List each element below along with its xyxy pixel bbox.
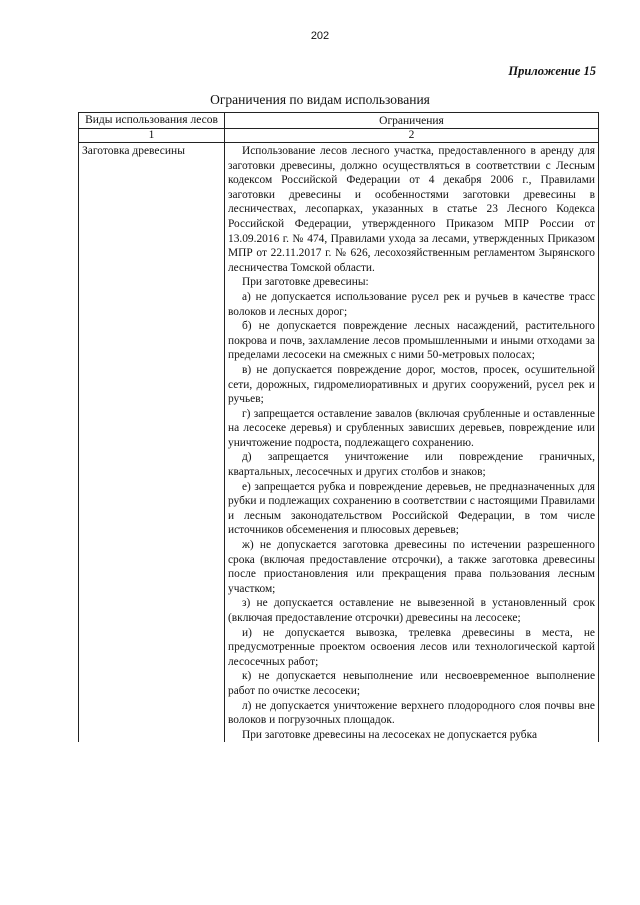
restriction-item: и) не допускается вывозка, трелевка древесины в места, не предусмотренные проектом освоения лесов или технологической картой лесосечных работ; [228, 626, 595, 668]
table-number-row [79, 129, 599, 143]
document-title: Ограничения по видам использования [210, 92, 430, 107]
restriction-item: в) не допускается повреждение дорог, мостов, просек, осушительной сети, дорожных, гидромелиоративных и других сооружений, русел рек и ручьев; [228, 363, 595, 406]
restrictions-cell [225, 143, 599, 743]
restriction-paragraph: При заготовке древесины на лесосеках не допускается рубка [242, 728, 537, 741]
column-number-1: 1 [79, 129, 225, 143]
table-row [79, 143, 599, 743]
restriction-item: д) запрещается уничтожение или повреждение граничных, квартальных, лесосечных и других столбов и знаков; [228, 451, 595, 479]
restriction-item: б) не допускается повреждение лесных насаждений, растительного покрова и почв, захламление лесов промышленными и иными отходами за пределами лесосеки на смежных с ними 50-метровых полосах; [228, 320, 595, 362]
restriction-item: ж) не допускается заготовка древесины по истечении разрешенного срока (включая предоставление отсрочки), а также заготовка древесины после приостановления или прекращения права пользования лесным участком; [228, 539, 595, 595]
restrictions-table [78, 112, 599, 742]
appendix-label: Приложение 15 [508, 64, 596, 78]
restriction-item: л) не допускается уничтожение верхнего плодородного слоя почвы вне волоков и погрузочных площадок. [228, 699, 595, 727]
restriction-paragraph: Использование лесов лесного участка, предоставленного в аренду для заготовки древесины, должно осуществляться в соответствии с Лесным кодексом Российской Федерации от 4 декабря 2006 г., Правилами заготовки древесины и особенностями заготовки древесины в лесничествах, лесопарках, указанных в статье 23 Лесного Кодекса Российской Федерации, утвержденного Приказом МПР России от 13.09.2016 г. № 474, Правилами ухода за лесами, утвержденных Приказом МПР от 22.11.2017 г. № 626, лесохозяйственным регламентом Зырянского лесничества Томской области. [228, 145, 595, 274]
restriction-paragraph: При заготовке древесины: [242, 276, 369, 289]
column-number-2: 2 [225, 129, 599, 143]
table-header-row [79, 113, 599, 129]
header-restrictions: Ограничения [225, 113, 599, 129]
page-number: 202 [310, 30, 330, 42]
restriction-item: к) не допускается невыполнение или несвоевременное выполнение работ по очистке лесосеки; [228, 670, 595, 697]
restriction-item: г) запрещается оставление завалов (включая срубленные и оставленные на лесосеке деревья) и срубленных зависших деревьев, повреждение или уничтожение подроста, подлежащего сохранению. [228, 407, 595, 449]
usage-type-cell: Заготовка древесины [79, 143, 225, 743]
restriction-item: а) не допускается использование русел рек и ручьев в качестве трасс волоков и лесных дорог; [228, 290, 595, 318]
restriction-item: е) запрещается рубка и повреждение деревьев, не предназначенных для рубки и подлежащих сохранению в соответствии с настоящими Правилами и лесным законодательством Российской Федерации, в том числе источников обсеменения и плюсовых деревьев; [228, 480, 595, 537]
restriction-item: з) не допускается оставление не вывезенной в установленный срок (включая предоставление отсрочки) древесины на лесосеке; [228, 597, 595, 624]
header-usage-types: Виды использования лесов [79, 113, 225, 129]
